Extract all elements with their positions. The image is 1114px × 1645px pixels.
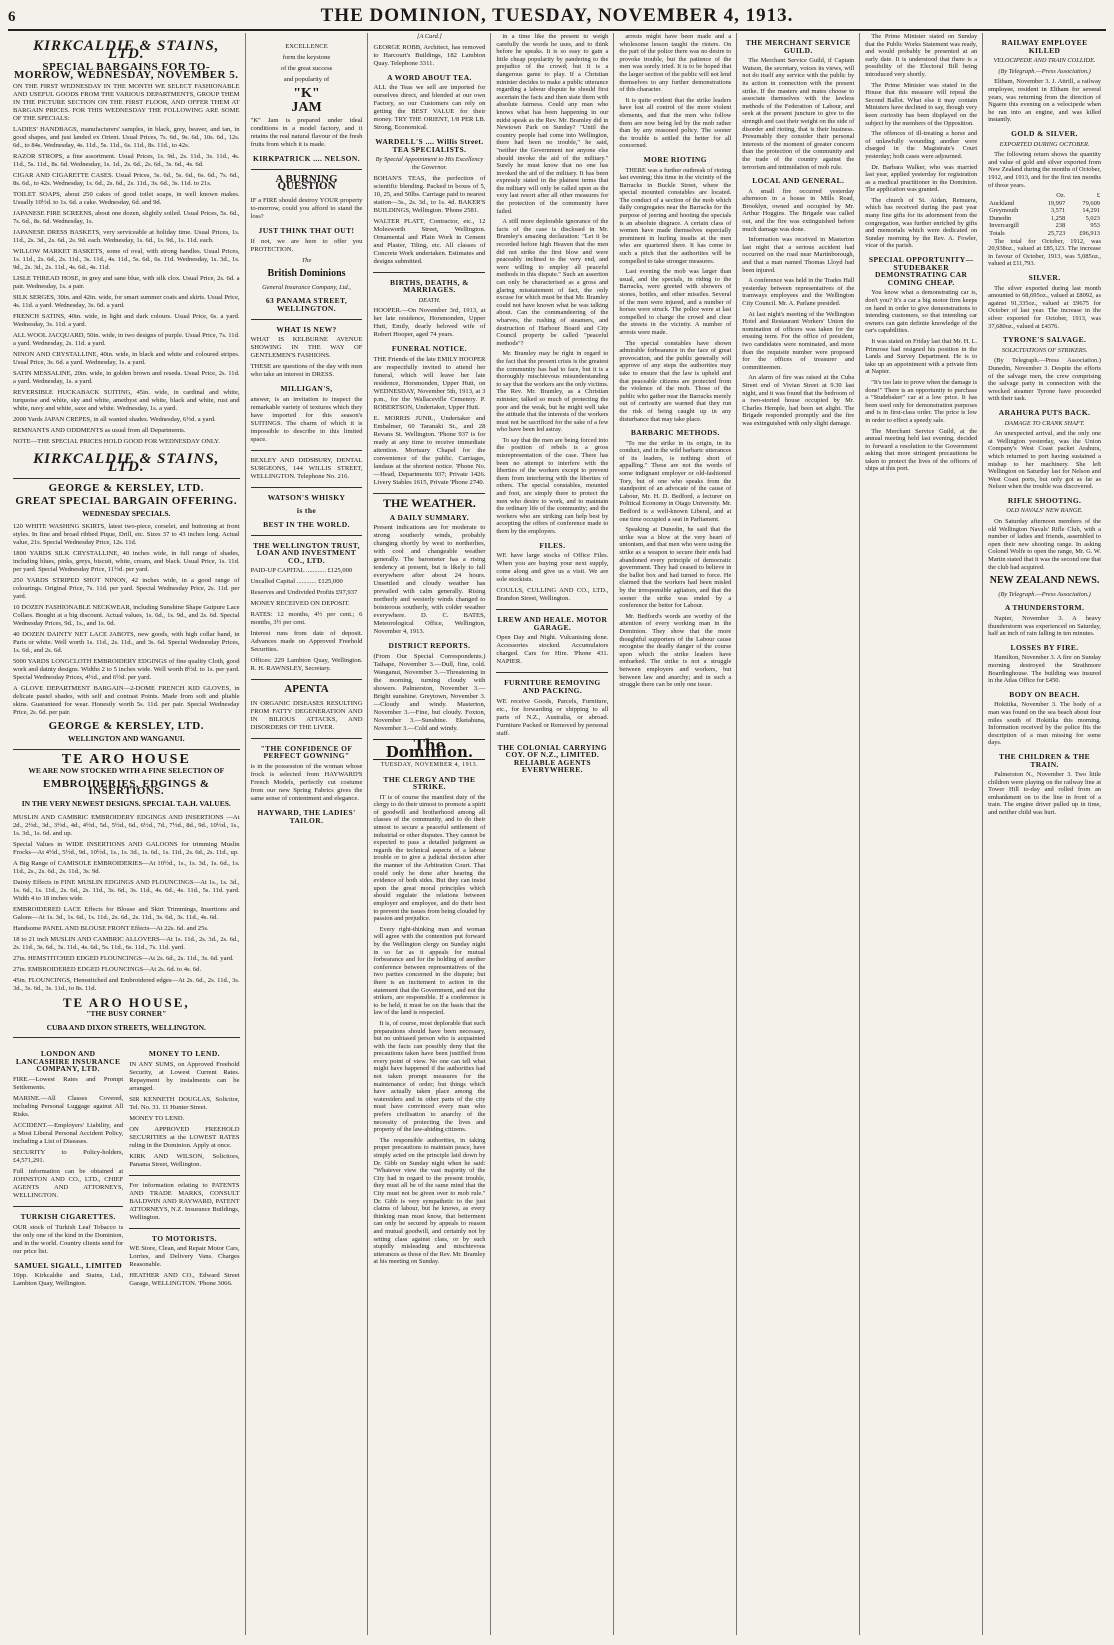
table-cell: 3,571 [1050,207,1066,215]
gowning-head: "THE CONFIDENCE OF PERFECT GOWNING" [260,743,353,761]
list-item: WATSON'S WHISKY [267,492,346,502]
paragraph: An alarm of fire was raised at the Cuba Street end of Vivian Street at 9.30 last night, and it was found that the bedroom of a two-storied house occupied by Mr. Charles Hemple, had been set alight. The Brigade responded promptly and the fire was extinguished with only slight damage. [742,374,855,427]
table-row [988,207,1101,215]
kirkcaldie-intro: ON THE FIRST WEDNESDAY IN THE MONTH WE SELECT FASHIONABLE AND USEFUL GOODS FROM THE VARIOUS DEPARTMENTS, GROUP THEM IN THE PICTURE SECTION ON THE FIRST FLOOR, AND OFFER THEM AT BARGAIN PRICES. FOR THIS WEDNESDAY THE FOLLOWING ARE SOME OF THE SPECIALS: [13,83,240,123]
paragraph: It is, of course, most deplorable that such preparations should have been necessary, but no unbiased person who is acquainted with the facts can possibly deny that the precautions taken have been justified from every point of view. No one can tell what might have happened if the authorities had not taken prompt measures for the maintenance of order; but things which have actually taken place among the watersiders and in other parts of the city must have convinced every man who prefers civilisation to anarchy of the necessity of protecting the lives and property of the law-abiding citizens. [373,1019,486,1134]
files-sig: COULLS, CULLING AND CO., LTD., Brandon Street, Wellington. [496,587,609,603]
tyrone-text: (By Telegraph.—Press Association.) Dunedin, November 3. Despite the efforts of the salvage men, the crew comprising the salvage party in connection with the wrecked steamer Tyrone have proceeded with their task. [988,357,1101,403]
k-jam-brand: "K" [293,86,320,101]
arahura-sub: DAMAGE TO CRANK SHAFT. [1004,419,1085,427]
paragraph: At last night's meeting of the Wellington Hotel and Restaurant Workers' Union the nomination of officers was taken for the ensuing term. For the office of president, two candidates were nominated, and more than the requisite number were proposed for the offices of treasurer and committeemen. [742,310,855,371]
weather-head: THE WEATHER. [382,495,476,510]
list-item: LADIES' HANDBAGS, manufacturers' samples, in black, grey, beaver, and tan, in good shapes, and just landed ex Orient. Usual Prices, 7s. 6d., 9s. 6d., 10s. 6d., 12s. 6d., to 84s. Wednesday, 4s. 11d., 5s. 11d., 6s. 11d., 8s. 11d., to 42s. [13,126,240,150]
list-item: Full information can be obtained at JOHNSTON AND CO., LTD., CHIEF AGENTS AND ATTORNEYS, WELLINGTON. [13,1168,124,1200]
viceregal: By Special Appointment to His Excellency the Governor. [375,156,484,171]
tearo-headline: WE ARE NOW STOCKED WITH A FINE SELECTION OF [28,766,225,776]
rifle-text: On Saturday afternoon members of the old Wellington Navals' Rifle Club, with a number of ladies and friends, assembled to open their new shooting range. In asking Colonel Wolfe to open the range, Mr. G. W. Martin stated that it was the second one that the club had acquired. [988,518,1101,571]
list-item: Offices: 229 Lambton Quay, Wellington. R. H. RAWNSLEY, Secretary. [250,657,363,673]
railway-text: Eltham, November 3. J. Attrill, a railway employee, resident in Eltham for several years, was returning from the direction of Ngaere this evening on a velocipede when he ran into an engine, and was killed instantly. [988,78,1101,124]
tyrone-sub: SOLICITATIONS OF STRIKERS. [1001,346,1088,354]
card-text: GEORGE ROBB, Architect, has removed to Harcourt's Buildings, 182 Lambton Quay. Telephone 3311. [373,43,486,67]
list-item: NOTE—THE SPECIAL PRICES HOLD GOOD FOR WEDNESDAY ONLY. [13,438,220,446]
paragraph: You know what a demonstrating car is, don't you? It's a car a big motor firm keeps on hand in order to give demonstrations to intending customers, so that intending car owners can gain definite knowledge of the car's capabilities. [865,289,978,335]
column-7 [737,33,860,1635]
george-subhead: WEDNESDAY SPECIALS. [82,508,171,518]
apenta-text: IN ORGANIC DISEASES RESULTING FROM FATTY DEGENERATION AND IN BILIOUS ATTACKS, AND DISORDERS OF THE LIVER. [250,699,363,731]
arahura-head: ARAHURA PUTS BACK. [998,407,1091,417]
list-item: CIGAR AND CIGARETTE CASES. Usual Prices, 3s. 6d., 5s. 6d., 6s. 6d., 7s. 6d., 8s. 6d., to 42s. Wednesday, 1s. 6d., 2s. 6d., 2s. 11d., 3s. 6d., 3s. 11d. to 21s. [13,172,240,188]
local-body [742,188,854,428]
new-sub: WHAT IS KELBURNE AVENUE SHOWING IN THE WAY OF GENTLEMEN'S FASHIONS. [250,336,363,360]
funeral-head: FUNERAL NOTICE. [391,344,468,354]
paragraph: Last evening the mob was larger than usual, and the specials, in riding to the Barracks, were greeted with showers of stones, bottles, and other missiles. Several of the men were injured, and a number of horses were struck. The police were at last compelled to charge the crowd and clear the streets in the vicinity. A number of arrests were made. [619,268,732,336]
list-item: TOILET SOAPS, about 250 cakes of good toilet soaps, in well known makes. Usually 10½d. to 1s. 6d. a cake. Wednesday, 6d. and 9d. [13,191,240,207]
nz-head: NEW ZEALAND NEWS. [989,575,1100,587]
apenta-head: APENTA [284,683,329,696]
kirkcaldie-headline: SPECIAL BARGAINS FOR TO-MORROW, WEDNESDAY, NOVEMBER 5. [14,61,239,81]
george-name: GEORGE & KERSLEY, LTD. [48,481,204,494]
railway-head: RAILWAY EMPLOYEE KILLED [1001,38,1088,55]
list-item: Dainty Effects in FINE MUSLIN EDGINGS AND FLOUNCINGS—At 1s., 1s. 3d., 1s. 6d., 1s. 11d., 2s. 6d., 2s. 11d., 3s. 6d., 3s. 11d., 4s. 6d., 4s. 11d., 5s. 11d. yard. Width 4 to 18 inches wide. [13,878,240,902]
trust-head: THE WELLINGTON TRUST, LOAN AND INVESTMENT CO., LTD. [253,540,360,565]
column-5 [491,33,614,1635]
paragraph: arrests might have been made and a wholesome lesson taught the rioters. On the part of the police there was no desire to provoke trouble, but the patience of the men was sorely tried. It is to be hoped that the larger section of the public will not lend themselves to any further demonstrations of this character. [619,33,732,94]
list-item: MARINE.—All Classes Covered, including Personal Luggage against All Risks. [13,1095,124,1119]
turkish-sig: SAMUEL SIGALL, LIMITED [14,1260,123,1270]
list-item: 2000 Yards JAPAN CREPES, in all wanted shades. Wednesday, 6½d. a yard. [13,416,216,424]
lrew-text: Open Day and Night. Vulcanising done. Accessories stocked. Accumulators charged. Cars for Hire. 'Phone 431. NAPIER. [496,634,609,666]
column-8 [860,33,983,1635]
burning-addr: 63 PANAMA STREET, WELLINGTON. [265,296,348,313]
motorists-sig: HEATHER AND CO., Edward Street Garage, WELLINGTON. 'Phone 3066. [129,1272,240,1288]
list-item: PAID-UP CAPITAL ............ £125,000 [250,567,353,575]
furniture-sig: THE COLONIAL CARRYING COY. OF N.Z., LIMITED. RELIABLE AGENTS EVERYWHERE. [497,742,608,775]
list-item: ALL WOOL JACQUARD, 50in. wide, in two designs of purple. Usual Price, 7s. 11d. a yard. Wednesday, 2s. 11d. a yard. [13,332,240,348]
list-item: Interest runs from date of deposit. Advances made on Approved Freehold Securities. [250,630,363,654]
furniture-head: FURNITURE REMOVING AND PACKING. [504,678,601,695]
page-number: 6 [8,9,16,25]
paragraph: The church of St. Aidan, Remuera, which has received during the past year many fine gifts for its adornment from the congregation, was further enriched by gifts and memorials which were dedicated on Sunday morning by the Rev. A. Fowler, vicar of the parish. [865,196,978,250]
gowning-sig: HAYWARD, THE LADIES' TAILOR. [257,808,356,825]
new-body2: answer, is an invitation to inspect the remarkable variety of textures which they have imported for this season's SUITINGS. The charm of which it is impossible to describe in this limited space. [250,395,363,443]
burning-co: British Dominions [267,268,346,280]
list-item: SATIN MESSALINE, 20in. wide, in golden brown and reseda. Usual Price, 2s. 11d. a yard. Wednesday, 1s. a yard. [13,370,240,386]
watsons-lines [251,494,363,529]
list-item: Special Values in WIDE INSERTIONS AND GALOONS for trimming Muslin Frocks—At 4½d., 5½d., 9d., 10½d., 1s., 1s. 3d., 1s. 6d., 1s. 11d., 2s. 6d., 2s. 11d., up. [13,840,240,856]
table-cell: Auckland [989,199,1015,207]
list-item: Handsome PANEL AND BLOUSE FRONT Effects—At 22s. 6d. and 25s. [13,924,209,932]
dominion-dateline: TUESDAY, NOVEMBER 4, 1913. [380,761,479,768]
list-item: FIRE.—Lowest Rates and Prompt Settlements. [13,1076,124,1092]
card-label: [A Card.] [417,33,442,40]
turkish-text: OUR stock of Turkish Leaf Tobacco is the only one of the kind in the Dominion, and in the world. Country clients send for our price list. [13,1223,124,1255]
list-item: 10 DOZEN FASHIONABLE NECKWEAR, including Sunshine Shape Guipure Lace Collars. Bought at a big discount. Actual values, 1s. 6d., 1s. 9d., and 2s. 6d. Special Wednesday Prices, 9d., 1s., and 1s. 6d. [13,604,240,628]
table-cell: 5,023 [1085,214,1100,222]
paragraph: Every right-thinking man and woman will agree with the contention put forward by the Wellington clergy on Sunday night in so far as it appeals for mutual forbearance and for the holding of another conference between representatives of the two parties concerned in the dispute; but there is an incitement to action in the statement that the Government, and not the strikers, are responsible. If a conference is to be held, it must be on the basis that the law of the land is respected. [373,925,486,1017]
children-text: Palmerston N., November 3. Two little children were playing on the railway line at Tower Hill to-day and rolled from an embankment on to the line in front of a train. The engine driver pulled up in time, and neither child was hurt. [988,771,1101,817]
list-item: 40 DOZEN DAINTY NET LACE JABOTS, new goods, with high collar band, in Paris or white. Well worth 1s. 11d., 2s. 11d., and 3s. 6d. Special Wednesday Prices, 1s. 6d., and 2s. 6d. [13,631,240,655]
masthead [8,5,1106,31]
paragraph: "To me the strike in its origin, in its conduct, and in the wild barbaric utterances of its leaders, is nothing short of appalling." These are not the words of some indignant employer or old-fashioned Tory, but of one who speaks from the standpoint of an advocate of the cause of Labour, Mr. H. D. Bedford, a lecturer on Political Economy in Otago University. Mr. Bedford is a well-known Liberal, and at one time occupied a seat in Parliament. [619,439,732,523]
paragraph: Mr. Bedford's words are worthy of the attention of every working man in the Dominion. They show that the more thoughtful supporters of the Labour cause recognise the deadly danger of the course upon which the strike leaders have embarked. The strike is not a struggle between employers and workers, but between law and anarchy; and in such a struggle there can be only one issue. [619,612,732,689]
silver-head: SILVER. [1028,273,1061,283]
furniture-text: WE receive Goods, Parcels, Furniture, etc., for forwarding or shipping to all parts of N.Z., Australia, or abroad. Furniture Packed or Removed by personal staff. [496,697,609,737]
special-head: SPECIAL OPPORTUNITY—STUDEBAKER DEMONSTRATING CAR COMING CHEAP. [868,255,974,287]
k-jam-lines [251,43,363,84]
list-item: FRENCH SATINS, 40in. wide, in light and dark colours. Usual Price, 6s. a yard. Wednesday, 3s. 11d. a yard. [13,313,240,329]
table-header-cell: Oz. [1056,192,1066,200]
tearo-subline: IN THE VERY NEWEST DESIGNS. SPECIAL T.A.H. VALUES. [21,798,231,808]
tearo-footer-name: TE ARO HOUSE, [62,994,190,1010]
list-item: 250 YARDS STRIPED SHOT NINON, 42 inches wide, in a good range of colourings. Original Price, 7s. 11d. per yard. Special Wednesday Price, 2s. 11d. per yard. [13,577,240,601]
motorists-text: WE Store, Clean, and Repair Motor Cars, Lorries, and Delivery Vans. Charges Reasonable. [129,1245,240,1269]
merchant-body: The Merchant Service Guild, if Captain Watson, the secretary, voices its views, will not do itself any service with the public by its action in connection with the present strike. If the masters and mates choose to associate themselves with the lawless methods of the Federation of Labour, and seek at the present juncture to give to the strength and cast their weight on the side of disorder and rioting, that is their business. Presumably they consider their personal interests of the moment of greater concern than the protection of the community and the trade of the country against the terrorism and intimidation of mob rule. [742,57,855,171]
paragraph: "It's too late to prove when the damage is done!" There is an opportunity to purchase a "Studebaker" car at a low price. It has been used only for demonstration purposes and is in first-class order. The price is low in order to effect a speedy sale. [865,378,978,424]
motorists-head: TO MOTORISTS. [151,1233,217,1243]
paragraph: To say that the men are being forced into the position of rebels is a gross misrepresentation of the case. There has been no attempt to interfere with the liberties of the workers except to prevent them from interfering with the liberties of others. The special constables, mounted and foot, are simply there to protect the men who desire to work, and to maintain the ordinary life of the community; and the workers who are striking can help best by accepting the offers of conference made to them by the employers. [496,436,609,535]
list-item: JAPANESE FIRE SCREENS, about one dozen, slightly soiled. Usual Prices, 5s. 6d., 7s. 6d., 8s. 6d. Wednesday, 1s. [13,210,240,226]
list-item: RAZOR STROPS, a fine assortment. Usual Prices, 1s. 9d., 2s. 11d., 3s. 11d., 4s. 11d., 5s. 11d., 8s. 6d. Wednesday, 1s. 1d., 2s. 6d., 2s. 6d., 3s. 6d., 4s. 6d. [13,153,240,169]
list-item: 27in. EMBROIDERED EDGED FLOUNCINGS—At 2s. 6d. to 4s. 6d. [13,965,202,973]
paragraph: IT is of course the manifest duty of the clergy to do their utmost to promote a spirit of goodwill and brotherhood among all classes of the community, and to do their utmost to secure a peaceful settlement of industrial or other disputes. They cannot be expected to pass a detailed judgment as regards the technical aspects of a labour trouble or to give a judicial decision after the manner of the Arbitration Court. That could only be done after hearing the evidence of both sides. But they can insist upon the great moral principles which should regulate the relations between employer and employee, and do their best to prevent the issues from being clouded by passion and prejudice. [373,793,486,923]
list-item: MUSLIN AND CAMBRIC EMBROIDERY EDGINGS AND INSERTIONS —At 2d., 2½d., 3d., 3½d., 4d., 4½d., 5d., 5½d., 6d., 6½d., 7d., 7½d., 8d., 9d., 10½d., 1s., 1s. 3d., 1s. 6d. and up. [13,813,240,837]
london-ins-lines [13,1076,123,1200]
george-items [13,523,240,717]
list-item: EMBROIDERED LACE Effects for Blouse and Skirt Trimmings, Insertions and Galons—At 1s. 3d., 1s. 6d., 1s. 11d., 2s. 6d., 2s. 11d., 3s. 6d., 3s. 11d., 4s. 6d. [13,905,240,921]
table-cell: 14,291 [1082,207,1100,215]
beach-head: BODY ON BEACH. [1009,689,1080,699]
gowning-text: is in the possession of the woman whose frock is selected from HAYWARD'S French Models, perfectly cut costume from our new Spring Fabrics gives the same sense of contentment and elegance. [250,763,363,803]
george-towns: WELLINGTON AND WANGANUI. [67,733,185,743]
gold-table [988,192,1101,238]
table-cell: Invercargill [989,222,1019,230]
railway-tel: (By Telegraph.—Press Association.) [998,67,1091,75]
burning-think: JUST THINK THAT OUT! [258,225,355,235]
burning-co2: General Insurance Company, Ltd., [262,283,351,291]
list-item: of the great success [280,65,333,72]
paragraph: THERE was a further outbreak of rioting last evening; this time in the vicinity of the Barracks in Buckle Street, where the special mounted constables are located. The conduct of a section of the mob which daily congregates near the Barracks for the purpose of jeering and hooting the specials is an absolute disgrace. A certain class of women have made themselves especially prominent in hurling insults at the men who are quartered there. It has come to such a pitch that the authorities will be compelled to take stronger measures. [619,166,732,265]
merchant-cont: The Merchant Service Guild, at the annual meeting held last evening, decided to forward a resolution to the Government asking that more stringent precautions be taken to protect the lives of the officers of ships at this port. [865,427,978,473]
thunder-head: A THUNDERSTORM. [1004,603,1085,613]
paragraph: Information was received in Masterton last night that a serious accident had occurred on the road near Martinborough, and that a man named Thomas Lloyd had been injured. [742,236,855,274]
list-item: NINON AND CRYSTALLINE, 40in. wide, in black and white and coloured stripes. Usual Price, 3s. 6d. a yard. Wednesday, 1s. a yard. [13,351,240,367]
columns [8,33,1106,1635]
k-jam-sig: KIRKPATRICK .... NELSON. [252,154,361,164]
column-3 [246,33,369,1635]
gold-text: The following return shows the quantity and value of gold and silver exported from New Zealand during the months of October, 1912, and 1913, and for the first ten months of those years. [988,151,1101,189]
kirkcaldie-name: KIRKCALDIE & STAINS, LTD. [33,38,220,62]
list-item: and popularity of [283,76,330,83]
burning-head: A BURNING QUESTION [275,172,338,193]
arahura-text: An unexpected arrival, and the only one at Wellington yesterday, was the Union Company's West Coast packet Arahura, which returned to port having sustained a mishap to her machinery. She left Wellington on Saturday last for Nelson and West Coast ports, but only got as far as Nelson when the trouble was discovered. [988,430,1101,491]
list-item: REVERSIBLE HUCKABACK SUITING, 45in. wide, in cardinal and white, turquoise and white, sky and white, amethyst and white, black and white, rust and white, navy and white, saxe and white. Wednesday, 1s. a yard. [13,389,240,413]
gold-head: GOLD & SILVER. [1011,128,1078,138]
tyrone-head: TYRONE'S SALVAGE. [1002,335,1087,345]
tea-head: A WORD ABOUT TEA. [387,72,472,82]
list-item: 27in. HEMSTITCHED EDGED FLOUNCINGS—At 2s. 6d., 2s. 11d., 3s. 6d. yard. [13,954,234,962]
editorial-body [373,794,485,1266]
paragraph: A conference was held in the Trades Hall yesterday between representatives of the tramways employees and the Wellington City Council. Mr. A. Parlane presided. [742,277,855,307]
table-cell: £96,913 [1079,230,1100,238]
rioting-continued [619,33,731,150]
bexley-text: BEXLEY AND DIDSBURY, DENTAL SURGEONS, 144 WILLIS STREET, WELLINGTON. Telephone No. 216. [250,456,363,480]
turkish-addr: 10pp. Kirkcaldie and Stains, Ltd., Lambton Quay, Wellington. [13,1272,124,1288]
morrin-text: E. MORRIS JUNR., Undertaker and Embalmer, 60 Taranaki St., and 28 Revans St. Wellington. 'Phone 937 is for ready at any time to receive immediate attention. Mortuary Chapel for the convenience of the public. Carriages, landaus at the shortest notice. 'Phone No.—Head, Departments 937; Private 1426. Livery Stables 1615, Private 'Phone 2740. [373,414,486,486]
list-item: Reserves and Undivided Profits £97,937 [250,589,358,597]
new-head: WHAT IS NEW? [276,324,337,334]
barbaric-body [619,440,731,689]
list-item: REMNANTS AND ODDMENTS as usual from all Departments. [13,427,186,435]
tearo-footer-tag: "THE BUSY CORNER" [86,1009,167,1019]
paragraph: Dr. Barbara Walker, who was married last year, applied yesterday for registration as a medical practitioner in the Dominion. The application was granted. [865,163,978,194]
platt-text: WALTER PLATT, Contractor, etc., 12 Molesworth Street, Wellington. Ornamental and Plain Work in Cement and Plaster, Tiling, etc. All classes of Concrete Work undertaken. Estimates and designs submitted. [373,217,486,265]
silver-text: The silver exported during last month amounted to 68,695oz., valued at £8092, as against 91,335oz., valued at £9675 for October of last year. The increase in the silver exported for October, 1913, was 37,680oz., valued at £4376. [988,284,1101,330]
children-head: THE CHILDREN & THE TRAIN. [999,751,1091,769]
railway-sub: VELOCIPEDE AND TRAIN COLLIDE. [993,57,1096,65]
ads-column-left [8,33,246,1635]
burning-the: The [301,256,312,264]
funeral-text: THE Friends of the late EMILY HOOPER are respectfully invited to attend her funeral, which will leave her late residence, Horsmonden, Upper Hutt, on WEDNESDAY, November 5th, 1913, at 3 p.m., for the Wallaceville Cemetery. P. ROBERTSON, Undertaker, Upper Hutt. [373,355,486,411]
list-item: 5000 YARDS LONGCLOTH EMBROIDERY EDGINGS of fine quality Cloth, good work and dainty designs. Widths 2 to 5 inches wide. Well worth 8½d. to 1s. per yard. Special Wednesday Prices, 4½d., and 6½d. per yard. [13,658,240,682]
list-item: KIRK AND WILSON, Solicitors, Panama Street, Wellington. [129,1152,240,1168]
table-cell: 953 [1090,222,1100,230]
turkish-head: TURKISH CIGARETTES. [20,1212,116,1222]
london-ins-name: LONDON AND LANCASHIRE INSURANCE COMPANY, LTD. [15,1049,121,1074]
table-cell: Totals [989,230,1005,238]
george-name-footer: GEORGE & KERSLEY, LTD. [48,720,204,733]
list-item: is the [296,506,317,516]
files-head: FILES. [539,540,566,550]
gold-total: The total for October, 1912, was 20,938oz., valued at £85,123. The increase in favour of October, 1913, was 5,085oz., valued at £11,793. [988,237,1101,268]
paragraph: A small fire occurred yesterday afternoon in a house in Mills Road, Brooklyn, owned and occupied by Mr. Arthur Hoggins. The Brigade was called out, and the fire was extinguished before much damage was done. [742,187,855,233]
list-item: WILLOW MARKET BASKETS, some of oval, with strong handles. Usual Prices, 1s. 11d., 2s. 6d., 2s. 11d., 3s. 11d., 4s. 11d., 5s. 6d., 6s. 11d. Wednesday, 1s. 3d., 1s. 9d., 2s. 3d., 2s. 11d., 4s. 6d., 4s. 11d. [13,248,240,272]
district-head: DISTRICT REPORTS. [388,641,471,651]
paragraph: The offences of ill-treating a horse and of unlawfully wounding another were charged in the Magistrate's Court yesterday; both cases were adjourned. [865,130,978,160]
death-text: HOOPER.—On November 3rd, 1913, at her late residence, Horsmonden, Upper Hutt, Emily, dearly beloved wife of Robert Hooper, aged 74 years. [373,307,486,339]
beach-text: Hokitika, November 3. The body of a man was found on the sea beach about four miles south of Hokitika this morning. Information received by the police fits the description of a man missing for some days. [988,701,1101,747]
paragraph: The Prime Minister stated on Sunday that the Public Works Statement was ready, and would probably be presented at an early date. It is understood that there is a possibility of the Electoral Bill being introduced very shortly. [865,33,978,78]
table-row [988,215,1101,223]
more-rioting-body [619,167,731,424]
kirkcaldie-items [13,126,240,446]
rifle-head: RIFLE SHOOTING. [1007,495,1082,505]
list-item: 120 WHITE WASHING SKIRTS, latest two-piece, corselet, and buttoning at front styles. In fine and broad ribbed Pique, Drill, etc. Sizes 37 to 43 inches long. Actual value, 21s. Special Wednesday Price, 12s. 11d. [13,523,240,547]
burning-then: If not, we are here to offer you PROTECTION. [250,237,363,253]
table-cell: 1,258 [1050,214,1066,222]
weather-sub: A DAILY SUMMARY. [389,512,470,522]
files-text: WE have large stocks of Office Files. When you are buying your next supply, come along and give us a visit. We are sole stockists. [496,552,609,584]
list-item: form the keystone [282,54,331,61]
list-item: EXCELLENCE [285,43,328,50]
editorial-continued [496,33,608,536]
bottom-ads [13,1044,240,1291]
trust-lines [251,567,363,673]
new-sig: MILLIGAN'S, [280,384,333,394]
death-label: DEATH. [418,296,441,304]
masthead-title: THE DOMINION, TUESDAY, NOVEMBER 4, 1913. [320,5,794,26]
list-item: IN ANY SUMS, on Approved Freehold Security, at Lowest Current Rates. Repayment by instalments can be arranged. [129,1060,240,1092]
district-text: (From Our Special Correspondents.) Taihape, November 3.—Dull, fine, cold. Wanganui, November 3.—Threatening in the morning, turning cloudy with showers. Palmerston, November 3.—Bright sunshine. Greytown, November 3.—Cloudy and windy. Masterton, November 3.—Fine, but cloudy. Foxton, November 3.—Sunshine. Eketahuna, November 3.—Cold and windy. [373,652,486,732]
more-rioting-head: MORE RIOTING [643,154,707,164]
tea-sig: WARDELL'S .... Willis Street. TEA SPECIALISTS. [375,137,484,154]
newspaper-page [8,5,1106,1635]
list-item: ON APPROVED FREEHOLD SECURITIES at the LOWEST RATES ruling in the Dominion. Apply at once. [129,1125,240,1149]
list-item: MONEY TO LEND. [129,1114,185,1122]
table-row [988,230,1101,238]
column-9 [983,33,1106,1635]
kirkcaldie-name-footer: KIRKCALDIE & STAINS, LTD. [33,451,220,475]
list-item: LISLE THREAD HOSE, in grey and sane blue, with silk clox. Usual Price, 2s. 6d. a pair. Wednesday, 1s. a pair. [13,275,240,291]
list-item: 45in. FLOUNCINGS, Hemstitched and Embroidered edges—At 2s. 6d., 2s. 11d., 3s. 3d., 3s. 6d., 3s. 11d., to 8s. 11d. [13,976,240,992]
editorial-head: THE CLERGY AND THE STRIKE. [383,774,476,792]
weather-text: Present indications are for moderate to strong southerly winds, probably changing shortly by west to northerlies, with cool and changeable weather generally. The barometer has a rising tendency at present, but is likely to fall everywhere after about 24 hours. Unsettled and cloudy weather has prevailed with calm generally. Rising northerly and westerly winds changed to boisterous southerly, with colder weather everywhere. D. C. BATES, Meteorological Office, Wellington, November 4, 1913. [373,524,486,636]
table-header-cell [988,192,1036,200]
merchant-head: THE MERCHANT SERVICE GUILD. [745,38,851,55]
barbaric-head: BARBARIC METHODS. [630,428,720,438]
column-4 [368,33,491,1635]
george-headline: GREAT SPECIAL BARGAIN OFFERING. [15,495,238,508]
k-jam-jam: JAM [291,99,322,115]
patents-text: For information relating to PATENTS AND TRADE MARKS, CONSULT BALDWIN AND RAYWARD, PATENT ATTORNEYS, N.Z. Insurance Buildings, Wellington. [129,1181,240,1221]
list-item: BEST IN THE WORLD. [263,519,350,529]
nz-tel: (By Telegraph.—Press Association.) [998,590,1091,598]
list-item: ACCIDENT.—Employers' Liability, and a Most Liberal Personal Accident Policy, including a List of Diseases. [13,1122,124,1146]
table-cell: Dunedin [989,214,1012,222]
paragraph: It is quite evident that the strike leaders have lost all control of the more violent elements, and that the men who follow them are now being led by the mob rather than by any reasoned policy. The sooner the trouble is settled the better for all concerned. [619,96,732,150]
list-item: SIR KENNETH DOUGLAS, Solicitor, Tel. No. 31. 11 Hunter Street. [129,1095,240,1111]
burning-body: IF a FIRE should destroy YOUR property to-morrow, could you afford to stand the loss? [250,196,363,220]
births-head: BIRTHS, DEATHS, & MARRIAGES. [389,277,469,295]
paragraph: The special constables have shown admirable forbearance in the face of great provocation, and the public generally will approve of any steps the authorities may take to ensure that the law is upheld and that peaceable citizens are protected from the violence of the mob. Those of the public who gather near the Barracks merely out of curiosity are warned that they run the risk of being caught up in any disturbance that may take place. [619,339,732,423]
fire-text: Hamilton, November 3. A fire on Sunday morning destroyed the Strathmore Boardinghouse. The building was insured in the Atlas Office for £450. [988,654,1101,685]
table-row [988,222,1101,230]
list-item: Uncalled Capital ............ £125,000 [250,578,343,586]
list-item: 1800 YARDS SILK CRYSTALLINE, 40 inches wide, in full range of shades, including blues, pinks, greys, biscuit, white, cream, and black. Usual Price, 1s. 11d. per yard. Special Wednesday Price, 11½d. per yard. [13,550,240,574]
list-item: 18 to 21 inch MUSLIN AND CAMBRIC ALLOVERS—At 1s. 11d., 2s. 3d., 2s. 6d., 2s. 11d., 3s. 6d., 3s. 11d., 4s. 6d., 5s. 11d., 6s. 11d., 7s. 11d. yard. [13,935,240,951]
tearo-name: TE ARO HOUSE [61,751,191,767]
table-row [988,200,1101,208]
table-cell: 25,723 [1047,230,1066,238]
table-cell: Greymouth [989,207,1019,215]
new-body: THESE are questions of the day with men who take an interest in DRESS. [250,363,363,379]
table-cell: 19,997 [1047,199,1066,207]
paragraph: It was stated on Friday last that Mr. H. L. Primrose had resigned his position in the Lands and Survey Department. He is to take up an appointment with a private firm at Napier. [865,337,978,376]
tearo-items [13,814,240,993]
table-cell: 79,609 [1082,199,1100,207]
list-item: RATES: 12 months, 4½ per cent.; 6 months, 3½ per cent. [250,611,363,627]
thunder-text: Napier, November 3. A heavy thunderstorm was experienced on Saturday, half an inch of rain falling in ten minutes. [988,615,1101,638]
table-cell: 238 [1055,222,1066,230]
paragraph: The responsible authorities, in taking proper precautions to maintain peace, have simply acted on the principle laid down by Dr. Gibb on Sunday night when he said: "Whatever view the vast majority of the City had in regard to the present trouble, they must all be of the same mind that the City must not be given over to mob rule." Dr. Gibb is very sympathetic to the just claims of labour, but he knows, as every thinking man must know, that betterment can only be secured by appeals to reason and mutual goodwill, and certainly not by setting class against class, or by such stupidly misleading and mischievous utterances as those of the Rev. Mr. Bramley at his meeting on Sunday. [373,1136,486,1266]
paragraph: in a time like the present to weigh carefully the words he uses, and to think before he speaks. It is so easy to gain a little cheap popularity by pandering to the prejudice of the crowd; but it is a dangerous game to play. If a Christian minister decides to make a public utterance regarding a labour dispute he should first ascertain the facts and then state them with absolute fairness. Could any man who knows what has been happening in our midst speak as the Rev. Mr. Bramley did in Newtown Park on Sunday? "Until the country people had come into Wellington, there had been no trouble," he said, "neither the Government nor anyone else should invoke the aid of the military." Surely he must know that no one has invoked the aid of the military. It has been expressly stated in the plainest terms that the military will only be called upon as the very last resort after all other measures for the protection of the community have failed. [496,33,609,215]
paragraph: The Prime Minister was stated in the House that this measure will repeal the Second Ballot. What else it may contain Ministers have declined to say, though very keen curiosity has been displayed on the subject by the members of the Opposition. [865,81,978,127]
paragraph: A still more deplorable ignorance of the facts of the case is disclosed in Mr. Bramley's amazing declaration: "Let it be recorded before high Heaven that the men did not strike the first blow and were peaceably inclined to the very end, and were willing to employ all peaceful methods in this dispute." Such an assertion can only be characterised as a gross and glaring misstatement of fact, the only excuse for which must be that Mr. Bramley could not have known what he was talking about. Can the commandeering of the wharves, the rushing of steamers, and destruction of Harbour Board and City Council property be called "peaceful methods"? [496,218,609,347]
lrew-head: LREW AND HEALE. MOTOR GARAGE. [497,615,608,632]
tearo-footer-addr: CUBA AND DIXON STREETS, WELLINGTON. [46,1022,206,1032]
paragraph: Mr. Bramley may be right in regard to the fact that the present crisis is the greatest the community has had to face, but it is a thoroughly mischievous misunderstanding to say that the workers are the only victims. The Rev. Mr. Bramley, as a Christian minister, talked so much of protecting the poor and the weak, but he might well take the attitude that the interests of the workers must not be sacrificed for the sake of a few who have been led astray. [496,350,609,434]
rifle-sub: OLD NAVALS' NEW RANGE. [1006,507,1083,515]
list-item: SECURITY to Policy-holders, £4,571,291. [13,1149,124,1165]
list-item: MONEY RECEIVED ON DEPOSIT. [250,600,350,608]
list-item: A GLOVE DEPARTMENT BARGAIN—2-DOME FRENCH KID GLOVES, in delicate pastel shades, with self and contrast Points. Made from soft and pliable skins. Guaranteed for wear. Honestly worth 5s. 11d. per pair. Special Wednesday Price, 2s. 6d. per pair. [13,685,240,717]
dominion-masthead: The Dominion. [373,739,485,760]
paragraph: Speaking at Dunedin, he said that the strike was a blow at the very heart of unionism, and that men who were using the strike as a weapon to secure their ends had abandoned every principle of democratic government. They had ceased to believe in the ballot box and had turned to force. He claimed that the workers had been misled by the irresponsible agitators, and that the sooner the strike was ended by a conference the better for Labour. [619,526,732,610]
special-body [865,289,977,424]
local-head: LOCAL AND GENERAL. [752,176,845,186]
money-lend-lines [129,1061,239,1169]
bohan-text: BOHAN'S TEAS, the perfection of scientific blending. Packed in boxes of 5, 10, 25, and 50lbs. Carriage paid to nearest station—3s., 2s. 3d., to 1s. 4d. BAKER'S BUILDINGS, Wellington. 'Phone 2581. [373,174,486,214]
k-jam-body: "K" Jam is prepared under ideal conditions in a model factory, and it retains the real natural flavour of the fresh fruits from which it is made. [250,117,363,149]
col8-body [865,33,977,250]
fire-head: LOSSES BY FIRE. [1010,642,1079,652]
list-item: SILK SERGES, 30in. and 42in. wide, for smart summer coats and skirts. Usual Price, 4s. 11d. a yard. Wednesday, 3s. 6d. a yard. [13,294,240,310]
gold-sub: EXPORTED DURING OCTOBER. [999,140,1090,148]
column-6 [614,33,737,1635]
tearo-bigline: EMBROIDERIES, EDGINGS & INSERTIONS. [43,777,210,798]
tea-text: ALL the Teas we sell are imported for ourselves direct, and blended at our own Factory, so our Customers can rely on getting the BEST VALUE for their money. TRY THE ORIENT, 1/8 PER LB. Strong, Economical. [373,84,486,132]
table-header-cell: £ [1096,192,1100,200]
list-item: A Big Range of CAMISOLE EMBROIDERIES—At 10½d., 1s., 1s. 3d., 1s. 6d., 1s. 11d., 2s., 2s. 6d., 2s. 11d., 3s. 9d. [13,859,240,875]
list-item: JAPANESE DRESS BASKETS, very serviceable at holiday time. Usual Prices, 1s. 11d., 2s. 3d., 2s. 6d., 2s. 9d. each. Wednesday, 1s. 6d., 1s. 9d., 1s. 11d. each. [13,229,240,245]
money-lend-head: MONEY TO LEND. [148,1049,220,1059]
